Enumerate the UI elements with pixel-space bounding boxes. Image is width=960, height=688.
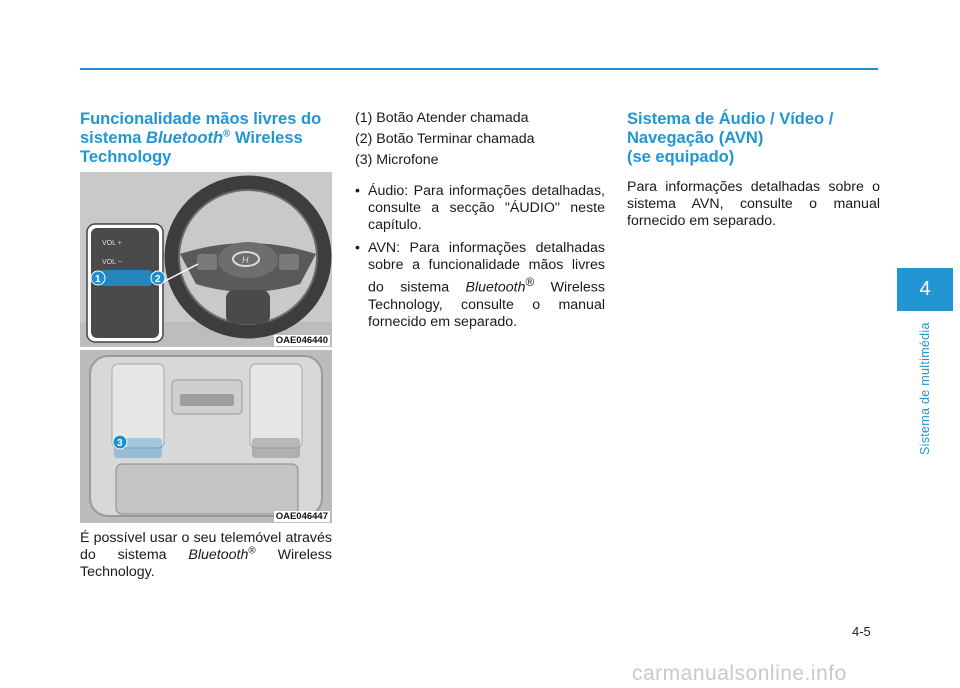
column-middle — [355, 108, 605, 337]
overhead-console-illustration — [80, 350, 332, 523]
column-left — [80, 110, 332, 167]
column-right — [627, 110, 880, 230]
list-item: (2) Botão Terminar chamada — [355, 131, 535, 147]
steering-wheel-illustration — [80, 172, 332, 347]
section-heading-avn: Sistema de Áudio / Vídeo / Navegação (AVN) (se equipado) — [627, 110, 834, 166]
figure-overhead-console — [80, 350, 332, 523]
callout-1: 1 — [95, 274, 101, 285]
avn-body: Para informações detalhadas sobre o sistema AVN, consulte o manual fornecido em separado. — [627, 179, 880, 229]
list-item: (1) Botão Atender chamada — [355, 110, 529, 126]
top-rule — [80, 68, 878, 70]
figure-code: OAE046440 — [275, 335, 328, 346]
svg-text:H: H — [242, 255, 249, 265]
vol-up-label: VOL + — [102, 240, 122, 247]
callout-2: 2 — [155, 274, 161, 285]
callout-3: 3 — [117, 438, 123, 449]
chapter-label: Sistema de multimédia — [918, 322, 932, 455]
bullet-audio: • Áudio: Para informações detalhadas, consulte a secção "ÁUDIO" neste capítulo. — [355, 183, 605, 234]
list-item: (3) Microfone — [355, 152, 439, 168]
figure-code: OAE046447 — [275, 511, 328, 522]
chapter-tab: 4 — [897, 268, 953, 311]
watermark: carmanualsonline.info — [632, 662, 847, 685]
bullet-list — [355, 183, 605, 331]
figure-steering-wheel — [80, 172, 332, 347]
page-number: 4-5 — [852, 624, 871, 639]
section-heading-handsfree: Funcionalidade mãos livres do sistema Bluetooth® Wireless Technology — [80, 110, 322, 166]
bullet-avn: • AVN: Para informações detalhadas sobre a funcionalidade mãos livres do sistema Bluetooth® Wireless Technology, consulte o manual fornecido em separado. — [355, 240, 605, 331]
handsfree-body: É possível usar o seu telemóvel através do sistema Bluetooth® Wireless Technology. — [80, 530, 332, 580]
vol-down-label: VOL − — [102, 259, 122, 266]
